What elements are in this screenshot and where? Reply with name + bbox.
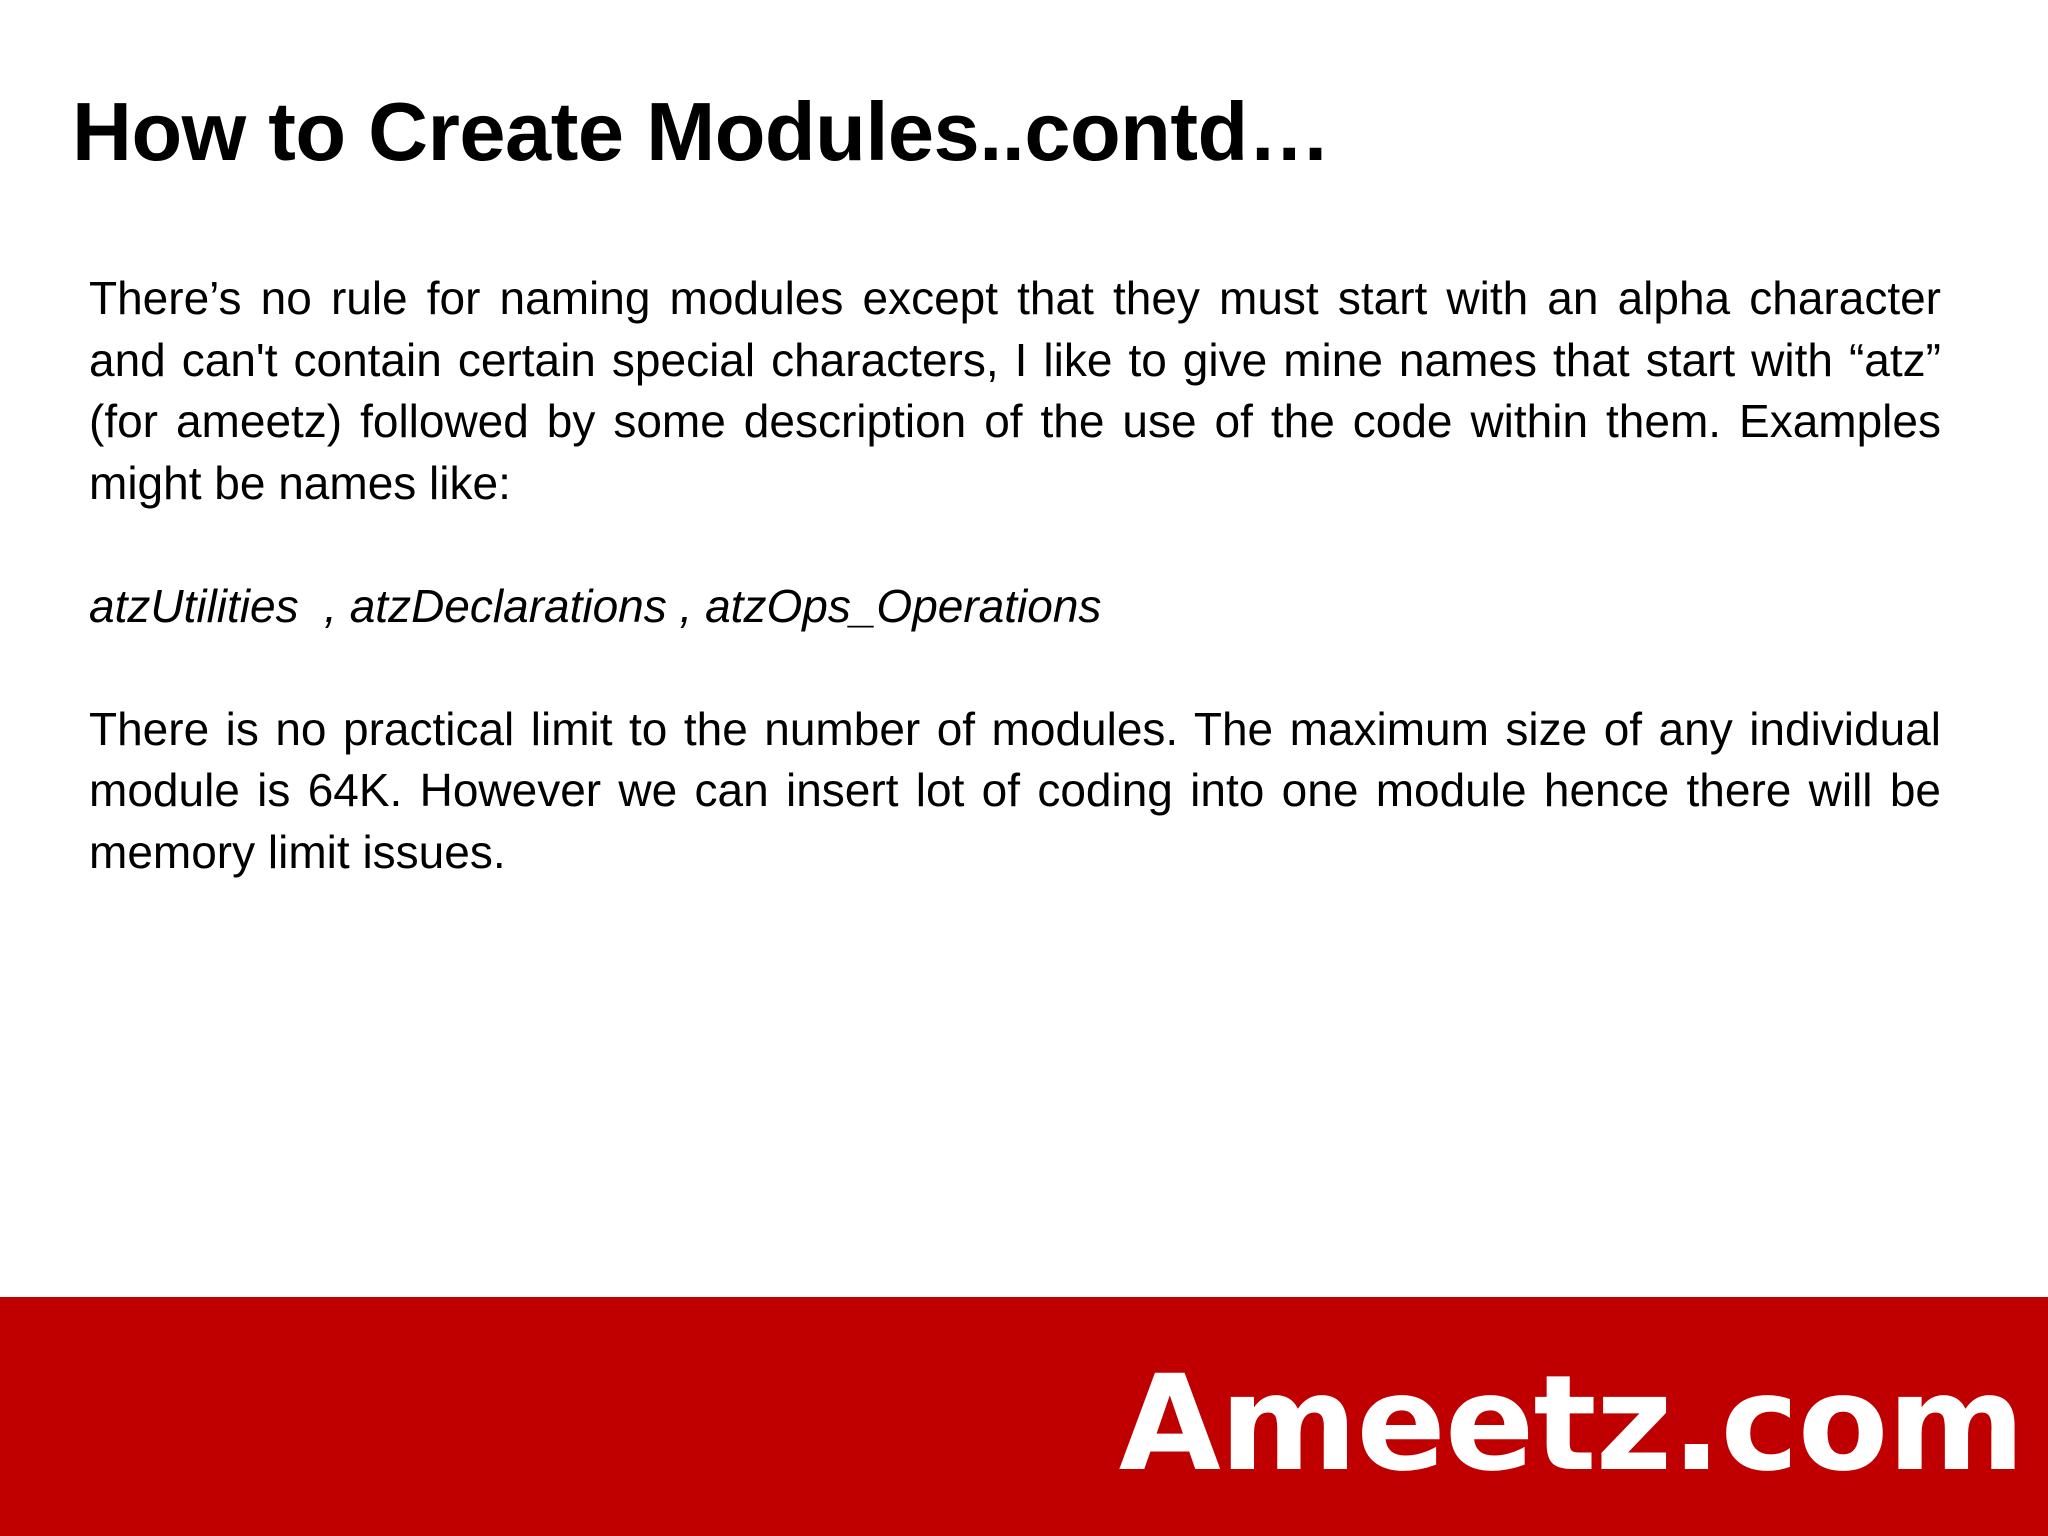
paragraph-spacer: [89, 514, 1941, 576]
module-limits-paragraph: There is no practical limit to the number of modules. The maximum size of any individual module is 64K. However we can insert lot of coding into one module hence there will be memory limit issues.: [89, 702, 1941, 878]
footer-bar: [0, 1297, 2048, 1536]
slide-body: [89, 268, 1941, 883]
module-name-examples: atzUtilities , atzDeclarations , atzOps_Operations: [89, 579, 1102, 632]
brand-logo: Ameetz.com: [1118, 1347, 2024, 1501]
paragraph-spacer: [89, 637, 1941, 699]
naming-rules-paragraph: There’s no rule for naming modules except that they must start with an alpha character and can't contain certain special characters, I like to give mine names that start with “atz” (for ameetz) followed by some description of the use of the code within them. Examples might be names like:: [89, 272, 1941, 509]
slide-title: How to Create Modules..contd…: [72, 85, 1331, 178]
